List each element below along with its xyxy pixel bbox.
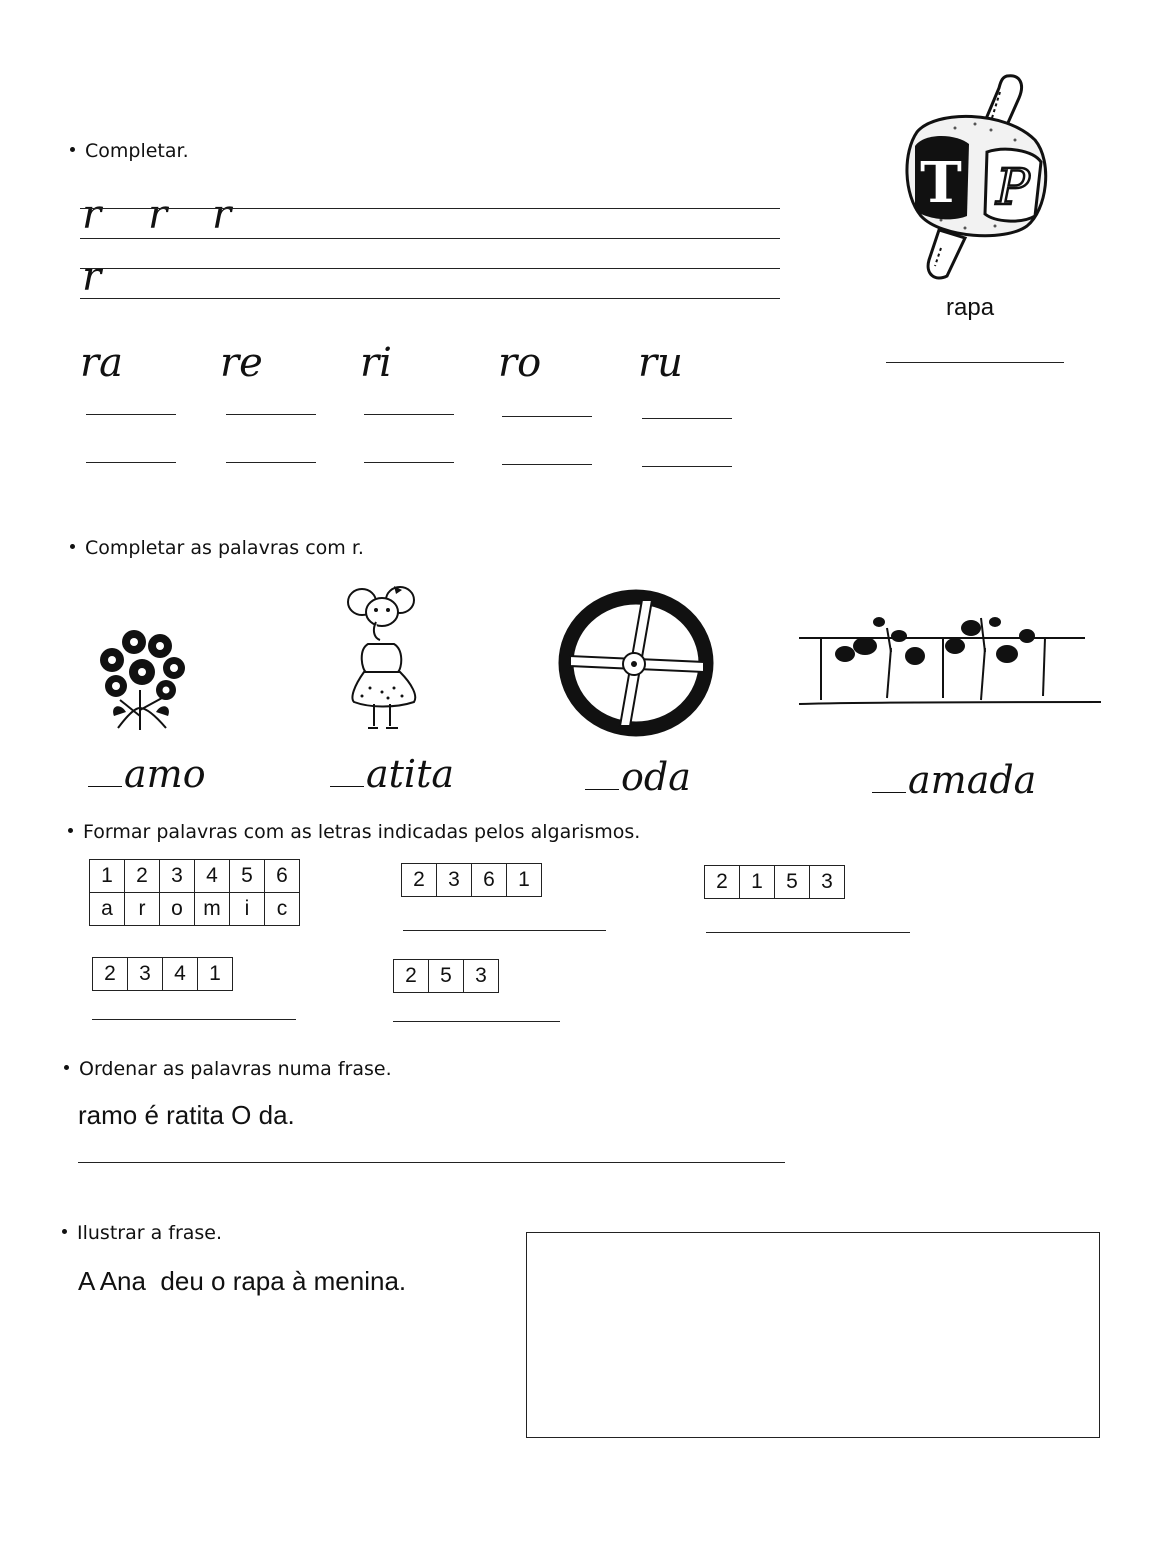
word-ramada: amada [872, 758, 1036, 802]
answer-blank[interactable] [642, 418, 732, 419]
instruction-completar-palavras: Completar as palavras com r. [70, 537, 364, 559]
cursive-letter: r [148, 192, 168, 238]
letter-blank[interactable] [88, 786, 122, 787]
rapa-label: rapa [946, 294, 995, 321]
number-puzzle [401, 863, 542, 897]
answer-blank[interactable] [502, 416, 592, 417]
answer-blank[interactable] [92, 1019, 296, 1020]
answer-blank[interactable] [393, 1021, 560, 1022]
puzzle-digit: 6 [472, 864, 507, 897]
vineyard-icon [795, 598, 1105, 713]
puzzle-digit: 4 [163, 958, 198, 991]
puzzle-digit: 1 [507, 864, 542, 897]
rapa-top-illustration [895, 70, 1065, 295]
word-ratita: atita [330, 752, 454, 796]
number-puzzle [92, 957, 233, 991]
answer-blank[interactable] [86, 462, 176, 463]
key-number: 6 [265, 860, 300, 893]
instruction-completar: Completar. [70, 140, 189, 162]
letter-blank[interactable] [330, 786, 364, 787]
syllable-ru: ru [638, 340, 683, 386]
drawing-box[interactable] [526, 1232, 1100, 1438]
puzzle-digit: 1 [198, 958, 233, 991]
syllable-ra: ra [80, 340, 123, 386]
answer-blank[interactable] [886, 362, 1064, 363]
key-number: 3 [160, 860, 195, 893]
answer-blank[interactable] [226, 462, 316, 463]
bullet-icon [64, 1065, 69, 1070]
puzzle-digit: 2 [394, 960, 429, 993]
key-letter: m [195, 893, 230, 926]
key-numbers-row [90, 860, 300, 893]
writing-line[interactable] [80, 298, 780, 299]
key-letter: r [125, 893, 160, 926]
flower-bouquet-icon [90, 620, 190, 735]
key-letters-row [90, 893, 300, 926]
instruction-ordenar: Ordenar as palavras numa frase. [64, 1058, 392, 1080]
key-number: 5 [230, 860, 265, 893]
answer-blank[interactable] [502, 464, 592, 465]
syllable-ri: ri [360, 340, 392, 386]
syllable-re: re [220, 340, 263, 386]
key-number: 1 [90, 860, 125, 893]
writing-line[interactable] [80, 238, 780, 239]
word-roda: oda [585, 755, 691, 799]
answer-blank[interactable] [403, 930, 606, 931]
puzzle-digit: 3 [437, 864, 472, 897]
answer-blank[interactable] [364, 414, 454, 415]
letter-key-table [89, 859, 300, 926]
bullet-icon [70, 544, 75, 549]
word-ramo: amo [88, 752, 206, 796]
instruction-ilustrar: Ilustrar a frase. [62, 1222, 222, 1244]
key-number: 4 [195, 860, 230, 893]
syllable-ro: ro [498, 340, 542, 386]
answer-blank[interactable] [706, 932, 910, 933]
puzzle-digit: 2 [402, 864, 437, 897]
instruction-formar-palavras: Formar palavras com as letras indicadas pelos algarismos. [68, 821, 640, 843]
puzzle-digit: 1 [740, 866, 775, 899]
key-letter: c [265, 893, 300, 926]
writing-line [80, 208, 780, 209]
answer-blank[interactable] [86, 414, 176, 415]
puzzle-digit: 3 [464, 960, 499, 993]
rapa-letter-p: P [996, 158, 1030, 216]
puzzle-digit: 3 [810, 866, 845, 899]
letter-blank[interactable] [872, 792, 906, 793]
key-letter: a [90, 893, 125, 926]
key-number: 2 [125, 860, 160, 893]
bullet-icon [70, 147, 75, 152]
bullet-icon [62, 1229, 67, 1234]
writing-line [80, 268, 780, 269]
cursive-letter: r [82, 254, 102, 300]
puzzle-digit: 2 [93, 958, 128, 991]
mouse-girl-icon [340, 580, 430, 735]
key-letter: i [230, 893, 265, 926]
cursive-letter: r [212, 192, 232, 238]
number-puzzle [393, 959, 499, 993]
answer-blank[interactable] [364, 462, 454, 463]
wheel-icon [558, 588, 714, 738]
bullet-icon [68, 828, 73, 833]
sentence-to-illustrate: A Ana deu o rapa à menina. [78, 1266, 407, 1296]
sentence-answer-line[interactable] [78, 1162, 785, 1163]
answer-blank[interactable] [226, 414, 316, 415]
rapa-letter-t: T [920, 150, 962, 216]
puzzle-digit: 3 [128, 958, 163, 991]
letter-blank[interactable] [585, 789, 619, 790]
scrambled-words: ramo é ratita O da. [78, 1100, 295, 1130]
number-puzzle [704, 865, 845, 899]
puzzle-digit: 5 [429, 960, 464, 993]
cursive-letter: r [82, 192, 102, 238]
key-letter: o [160, 893, 195, 926]
puzzle-digit: 2 [705, 866, 740, 899]
puzzle-digit: 5 [775, 866, 810, 899]
answer-blank[interactable] [642, 466, 732, 467]
